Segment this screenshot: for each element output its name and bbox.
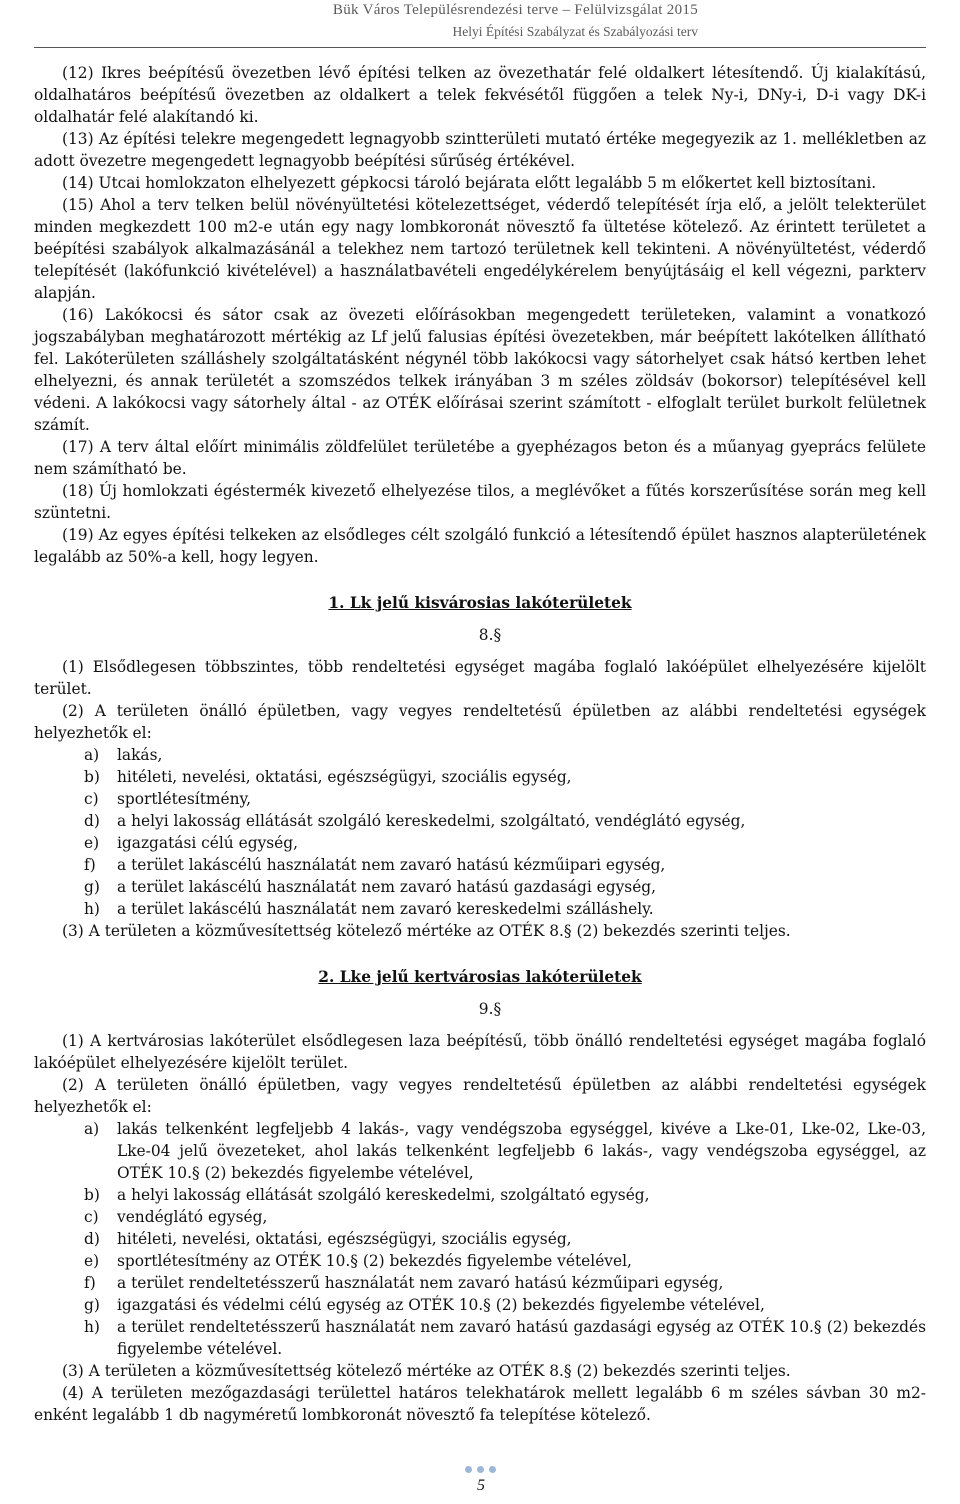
footer-dots-ornament <box>0 1466 960 1473</box>
list-item <box>84 898 926 920</box>
list-item <box>84 744 926 766</box>
paragraph-13: (13) Az építési telekre megengedett legnagyobb szintterületi mutató értéke megegyezik az 1. mellékletben az adott övezetre megengedett legnagyobb beépítési sűrűség értékével. <box>34 130 926 170</box>
paragraph-12: (12) Ikres beépítésű övezetben lévő építési telken az övezethatár felé oldalkert létesítendő. Új kialakítású, oldalhatáros beépítésű övezetben az oldalkert a telek fekvésétől függően a telek Ny-i, DNy-i, D-i vagy DK-i oldalhatár felé alakítandó ki. <box>34 64 926 126</box>
list-item <box>84 876 926 898</box>
list-item-letter: d) <box>84 1230 100 1248</box>
document-subtitle: Helyi Építési Szabályzat és Szabályozási terv <box>452 24 698 39</box>
list-item <box>84 1118 926 1184</box>
list-item-text: a terület lakáscélú használatát nem zavaró kereskedelmi szálláshely. <box>117 900 654 918</box>
dot-icon <box>489 1466 496 1473</box>
list-item-text: a helyi lakosság ellátását szolgáló kereskedelmi, szolgáltató egység, <box>117 1186 650 1204</box>
list-item-text: a helyi lakosság ellátását szolgáló kereskedelmi, szolgáltató, vendéglátó egység, <box>117 812 746 830</box>
lke-paragraph-1: (1) A kertvárosias lakóterület elsődlegesen laza beépítésű, több önálló rendeltetési egységet magába foglaló lakóépület elhelyezésére kijelölt terület. <box>34 1032 926 1072</box>
list-item-text: hitéleti, nevelési, oktatási, egészségügyi, szociális egység, <box>117 1230 572 1248</box>
section-number-8: 8.§ <box>478 626 502 644</box>
list-item-letter: b) <box>84 1186 100 1204</box>
list-item-text: hitéleti, nevelési, oktatási, egészségügyi, szociális egység, <box>117 768 572 786</box>
section-heading-lke: 2. Lke jelű kertvárosias lakóterületek <box>318 968 642 986</box>
list-item-text: vendéglátó egység, <box>117 1208 268 1226</box>
page-footer <box>0 1466 960 1495</box>
list-item-text: lakás telkenként legfeljebb 4 lakás-, vagy vendégszoba egységgel, kivéve a Lke-01, Lke-02, Lke-03, Lke-04 jelű övezeteket, ahol lakás telkenként legfeljebb 6 lakás-, vagy vendégszoba egységgel, az OTÉK 10.§ (2) bekezdés figyelembe vételével, <box>117 1120 926 1182</box>
list-item <box>84 1228 926 1250</box>
list-item-text: lakás, <box>117 746 163 764</box>
section-heading-lk: 1. Lk jelű kisvárosias lakóterületek <box>328 594 632 612</box>
paragraph-14: (14) Utcai homlokzaton elhelyezett gépkocsi tároló bejárata előtt legalább 5 m előkertet kell biztosítani. <box>62 174 877 192</box>
list-item-text: a terület rendeltetésszerű használatát nem zavaró hatású kézműipari egység, <box>117 1274 724 1292</box>
list-item-letter: d) <box>84 812 100 830</box>
section-number-9: 9.§ <box>478 1000 502 1018</box>
list-item-letter: a) <box>84 1120 100 1138</box>
list-item <box>84 766 926 788</box>
lk-paragraph-1: (1) Elsődlegesen többszintes, több rendeltetési egységet magába foglaló lakóépület elhelyezésére kijelölt terület. <box>34 658 926 698</box>
list-item <box>84 832 926 854</box>
dot-icon <box>477 1466 484 1473</box>
list-item-letter: c) <box>84 1208 99 1226</box>
list-item-text: sportlétesítmény, <box>117 790 252 808</box>
paragraph-16: (16) Lakókocsi és sátor csak az övezeti előírásokban megengedett területeken, valamint a vonatkozó jogszabályban meghatározott mértékig az Lf jelű falusias építési övezetekben, már beépített lakótelken állítható fel. Lakóterületen szálláshely szolgáltatásként négynél több lakókocsi vagy sátorhelyet csak hátsó kertben lehet elhelyezni, és annak területét a szomszédos telkek irányában 3 m széles zöldsáv (bokorsor) telepítésével kell védeni. A lakókocsi vagy sátorhely által - az OTÉK előírásai szerint számított - elfoglalt terület burkolt felületnek számít. <box>34 306 926 434</box>
list-item <box>84 1316 926 1360</box>
list-item-letter: e) <box>84 1252 100 1270</box>
list-item <box>84 1250 926 1272</box>
lke-paragraph-3: (3) A területen a közművesítettség kötelező mértéke az OTÉK 8.§ (2) bekezdés szerinti teljes. <box>62 1362 791 1380</box>
lk-paragraph-2: (2) A területen önálló épületben, vagy vegyes rendeltetésű épületben az alábbi rendeltetési egységek helyezhetők el: <box>34 702 926 742</box>
list-item-letter: c) <box>84 790 99 808</box>
paragraph-19: (19) Az egyes építési telkeken az elsődleges célt szolgáló funkció a létesítendő épület hasznos alapterületének legalább az 50%-a kell, hogy legyen. <box>34 526 926 566</box>
list-item-letter: e) <box>84 834 100 852</box>
list-item-letter: f) <box>84 856 96 874</box>
list-item-text: igazgatási célú egység, <box>117 834 299 852</box>
lke-paragraph-2: (2) A területen önálló épületben, vagy vegyes rendeltetésű épületben az alábbi rendeltetési egységek helyezhetők el: <box>34 1076 926 1116</box>
lk-paragraph-3: (3) A területen a közművesítettség kötelező mértéke az OTÉK 8.§ (2) bekezdés szerinti teljes. <box>62 922 791 940</box>
document-title: Bük Város Településrendezési terve – Felülvizsgálat 2015 <box>332 2 698 18</box>
list-item <box>84 788 926 810</box>
list-item-text: igazgatási és védelmi célú egység az OTÉK 10.§ (2) bekezdés figyelembe vételével, <box>117 1296 765 1314</box>
page-header <box>333 0 698 42</box>
lke-list <box>84 1118 926 1360</box>
paragraph-15: (15) Ahol a terv telken belül növényültetési kötelezettséget, véderdő telepítését írja elő, a jelölt telekterület minden megkezdett 100 m2-e után egy nagy lombkoronát növesztő fa ültetése kötelező. Az érintett területet a beépítési szabályok alkalmazásánál a telekhez nem tartozó területnek kell tekinteni. A növényültetést, véderdő telepítését (lakófunkció kivételével) a használatbavételi engedélykérelem benyújtásáig el kell végezni, parkterv alapján. <box>34 196 926 302</box>
list-item-text: a terület lakáscélú használatát nem zavaró hatású gazdasági egység, <box>117 878 657 896</box>
list-item-letter: g) <box>84 1296 100 1314</box>
header-divider <box>34 47 926 48</box>
lk-list <box>84 744 926 920</box>
list-item <box>84 1294 926 1316</box>
dot-icon <box>465 1466 472 1473</box>
list-item <box>84 1272 926 1294</box>
list-item-text: a terület rendeltetésszerű használatát nem zavaró hatású gazdasági egység az OTÉK 10.§ (2) bekezdés figyelembe vételével. <box>117 1318 926 1358</box>
list-item-text: sportlétesítmény az OTÉK 10.§ (2) bekezdés figyelembe vételével, <box>117 1252 632 1270</box>
list-item-text: a terület lakáscélú használatát nem zavaró hatású kézműipari egység, <box>117 856 666 874</box>
list-item-letter: b) <box>84 768 100 786</box>
list-item-letter: h) <box>84 1318 100 1336</box>
lke-paragraph-4: (4) A területen mezőgazdasági területtel határos telekhatárok mellett legalább 6 m széles sávban 30 m2-enként legalább 1 db nagyméretű lombkoronát növesztő fa telepítése kötelező. <box>34 1384 926 1424</box>
list-item <box>84 854 926 876</box>
list-item <box>84 1184 926 1206</box>
list-item-letter: f) <box>84 1274 96 1292</box>
document-body <box>34 62 926 1426</box>
paragraph-18: (18) Új homlokzati égéstermék kivezető elhelyezése tilos, a meglévőket a fűtés korszerűsítése során meg kell szüntetni. <box>34 482 926 522</box>
list-item-letter: g) <box>84 878 100 896</box>
list-item <box>84 1206 926 1228</box>
list-item-letter: a) <box>84 746 100 764</box>
list-item <box>84 810 926 832</box>
list-item-letter: h) <box>84 900 100 918</box>
paragraph-17: (17) A terv által előírt minimális zöldfelület területébe a gyephézagos beton és a műanyag gyeprács felülete nem számítható be. <box>34 438 926 478</box>
page-number: 5 <box>477 1477 485 1494</box>
